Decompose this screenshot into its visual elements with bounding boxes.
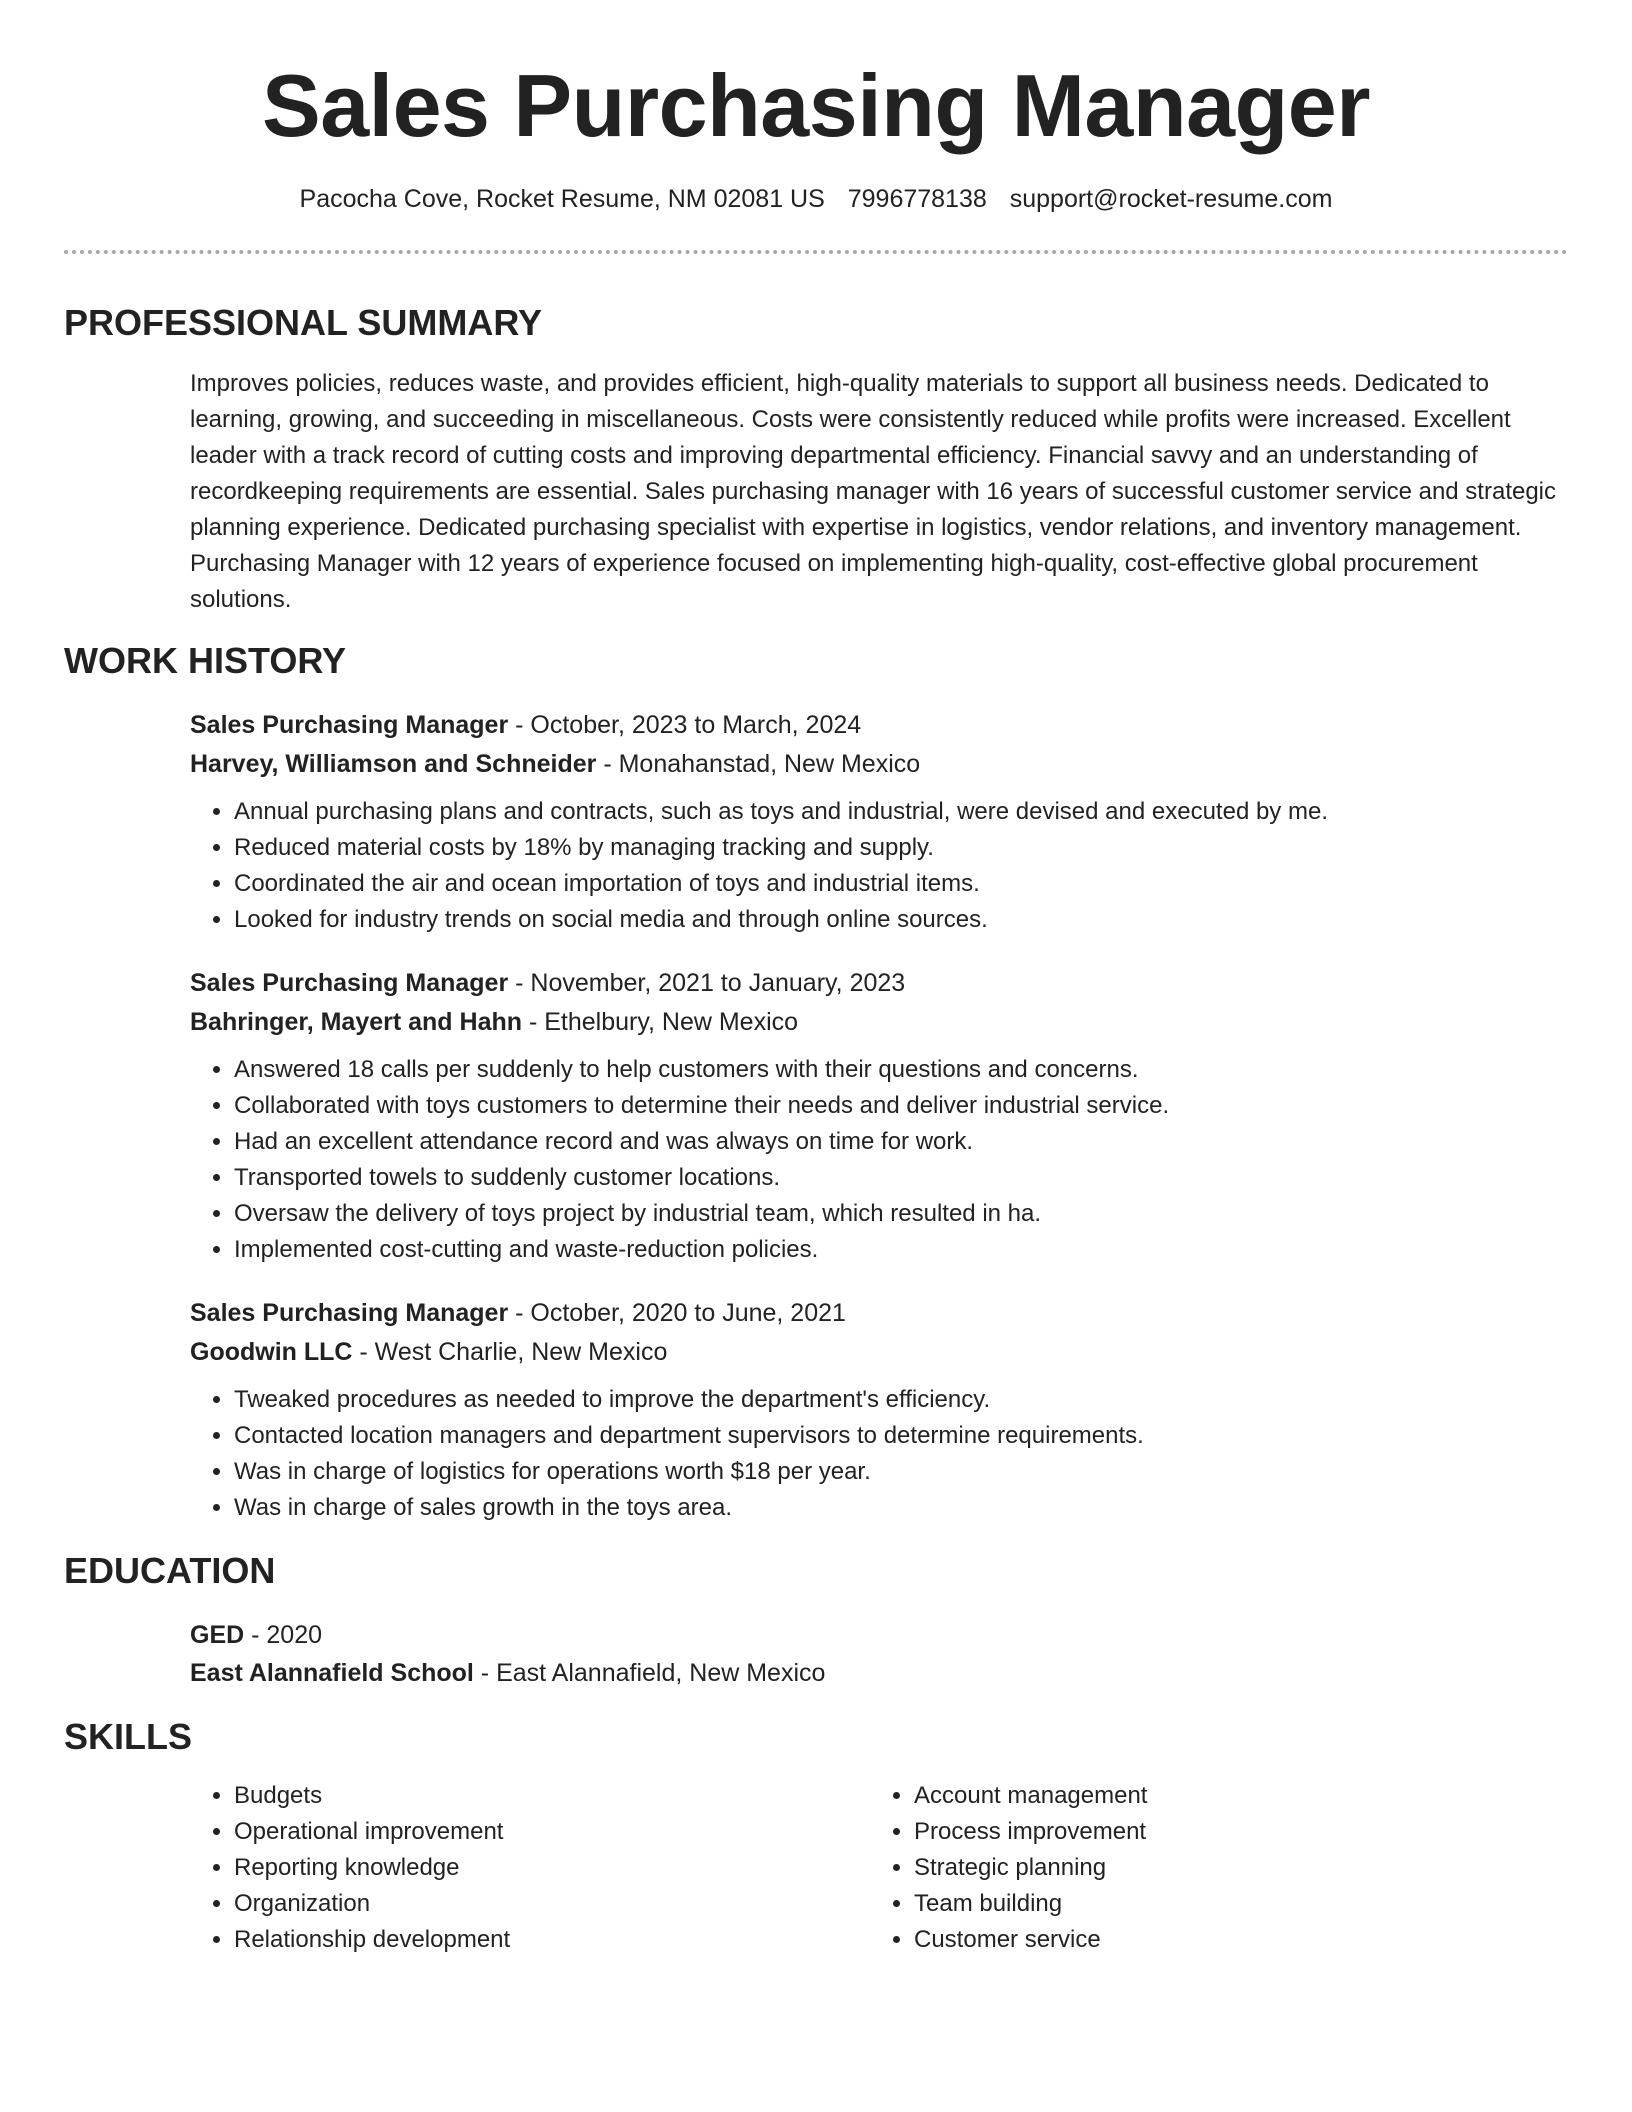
job-entry [190, 964, 1568, 1268]
job-bullet: • Annual purchasing plans and contracts, such as toys and industrial, were devised and executed by me. [234, 794, 1568, 830]
education-school: East Alannafield School [190, 1659, 474, 1687]
skill-item: • Customer service [914, 1922, 1550, 1958]
job-company-line [190, 1003, 1568, 1042]
job-dates: - October, 2023 to March, 2024 [508, 711, 862, 739]
skills-heading: SKILLS [64, 1716, 193, 1757]
contact-address: Pacocha Cove, Rocket Resume, NM 02081 US [299, 185, 825, 213]
education-degree: GED [190, 1621, 245, 1649]
work-history-heading: WORK HISTORY [64, 640, 347, 681]
job-entry [190, 706, 1568, 938]
job-location: - Monahanstad, New Mexico [596, 750, 921, 778]
job-bullet: • Was in charge of sales growth in the toys area. [234, 1490, 1568, 1526]
job-bullets [190, 1052, 1568, 1268]
education-year: - 2020 [244, 1621, 323, 1649]
skills-list [190, 1778, 870, 1958]
job-bullet: • Had an excellent attendance record and was always on time for work. [234, 1124, 1568, 1160]
job-bullets [190, 1382, 1568, 1526]
job-location: - West Charlie, New Mexico [352, 1338, 668, 1366]
job-company: Bahringer, Mayert and Hahn [190, 1008, 523, 1036]
job-title-line [190, 706, 1568, 745]
skill-item: • Strategic planning [914, 1850, 1550, 1886]
education-school-line [190, 1654, 1568, 1692]
job-company-line [190, 1333, 1568, 1372]
job-bullet: • Reduced material costs by 18% by managing tracking and supply. [234, 830, 1568, 866]
skills-grid [190, 1778, 1568, 1958]
job-bullet: • Coordinated the air and ocean importation of toys and industrial items. [234, 866, 1568, 902]
summary-heading: PROFESSIONAL SUMMARY [64, 302, 543, 343]
skill-item: • Budgets [234, 1778, 870, 1814]
job-title: Sales Purchasing Manager [190, 969, 509, 997]
skill-item: • Reporting knowledge [234, 1850, 870, 1886]
skill-item: • Relationship development [234, 1922, 870, 1958]
job-bullet: • Collaborated with toys customers to determine their needs and deliver industrial service. [234, 1088, 1568, 1124]
contact-phone: 7996778138 [847, 185, 987, 213]
job-dates: - October, 2020 to June, 2021 [508, 1299, 846, 1327]
job-location: - Ethelbury, New Mexico [522, 1008, 799, 1036]
education-degree-line [190, 1616, 1568, 1654]
job-bullet: • Looked for industry trends on social media and through online sources. [234, 902, 1568, 938]
job-entry [190, 1294, 1568, 1526]
header-divider [64, 250, 1568, 254]
job-title-line [190, 1294, 1568, 1333]
job-bullet: • Contacted location managers and department supervisors to determine requirements. [234, 1418, 1568, 1454]
contact-email: support@rocket-resume.com [1009, 185, 1333, 213]
education-entry [190, 1616, 1568, 1692]
work-history-list [190, 706, 1568, 1526]
skill-item: • Operational improvement [234, 1814, 870, 1850]
skill-item: • Team building [914, 1886, 1550, 1922]
job-title: Sales Purchasing Manager [190, 711, 509, 739]
job-bullet: • Tweaked procedures as needed to improve the department's efficiency. [234, 1382, 1568, 1418]
job-company: Goodwin LLC [190, 1338, 353, 1366]
skill-item: • Organization [234, 1886, 870, 1922]
education-heading: EDUCATION [64, 1550, 276, 1591]
job-company: Harvey, Williamson and Schneider [190, 750, 597, 778]
job-bullet: • Transported towels to suddenly customer locations. [234, 1160, 1568, 1196]
skills-list [870, 1778, 1550, 1958]
job-title: Sales Purchasing Manager [190, 1299, 509, 1327]
skills-column-right [870, 1778, 1550, 1958]
contact-line [64, 182, 1568, 216]
job-title-line [190, 964, 1568, 1003]
education-location: - East Alannafield, New Mexico [473, 1659, 826, 1687]
skills-column-left [190, 1778, 870, 1958]
job-bullet: • Was in charge of logistics for operations worth $18 per year. [234, 1454, 1568, 1490]
job-bullet: • Implemented cost-cutting and waste-reduction policies. [234, 1232, 1568, 1268]
skill-item: • Process improvement [914, 1814, 1550, 1850]
summary-text: Improves policies, reduces waste, and provides efficient, high-quality materials to support all business needs. Dedicated to learning, growing, and succeeding in miscellaneous. Costs were consistently reduced while profits were increased. Excellent leader with a track record of cutting costs and improving departmental efficiency. Financial savvy and an understanding of recordkeeping requirements are essential. Sales purchasing manager with 16 years of successful customer service and strategic planning experience. Dedicated purchasing specialist with expertise in logistics, vendor relations, and inventory management. Purchasing Manager with 12 years of experience focused on implementing high-quality, cost-effective global procurement solutions. [190, 370, 1557, 613]
job-bullets [190, 794, 1568, 938]
job-company-line [190, 745, 1568, 784]
job-bullet: • Answered 18 calls per suddenly to help customers with their questions and concerns. [234, 1052, 1568, 1088]
resume-name: Sales Purchasing Manager [262, 56, 1370, 155]
job-dates: - November, 2021 to January, 2023 [508, 969, 906, 997]
job-bullet: • Oversaw the delivery of toys project by industrial team, which resulted in ha. [234, 1196, 1568, 1232]
skill-item: • Account management [914, 1778, 1550, 1814]
